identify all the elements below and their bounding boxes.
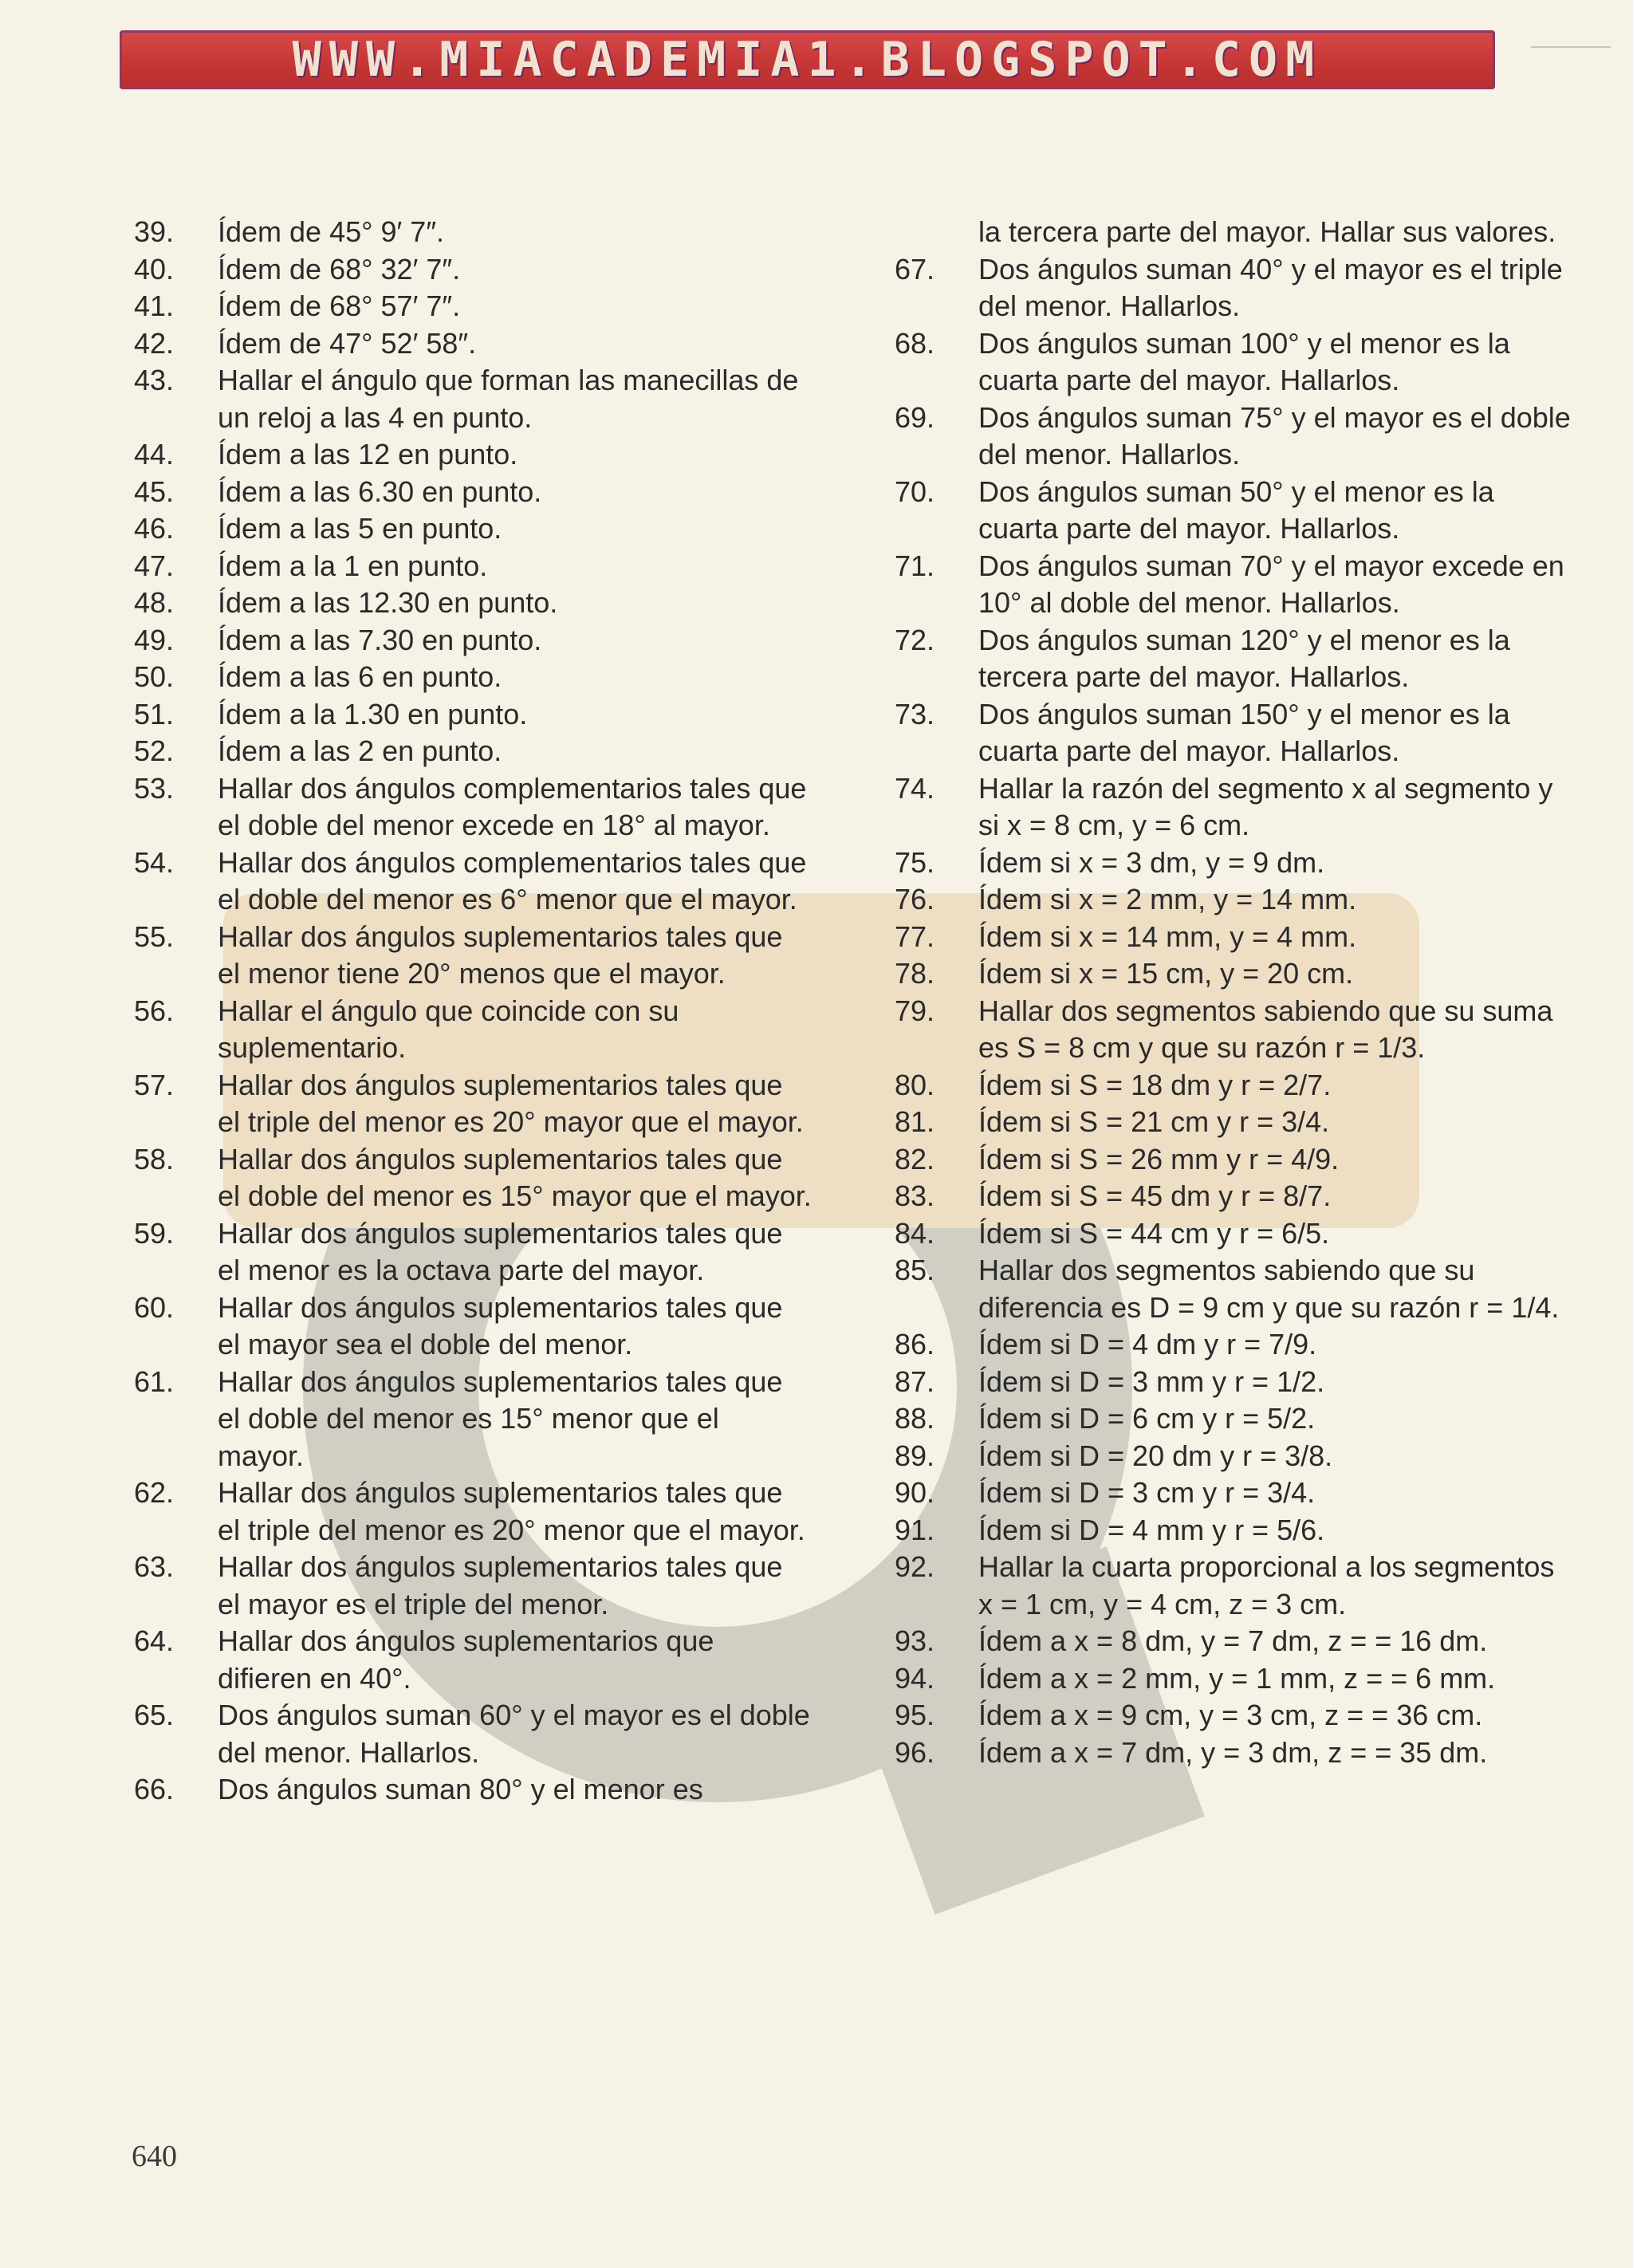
exercise-text: Ídem si S = 26 mm y r = 4/9. [978,1142,1340,1175]
exercise-number: 77. [895,919,935,953]
exercise-item [134,251,812,289]
exercise-text: Hallar dos ángulos suplementarios tales que el mayor sea el doble del menor. [218,1290,783,1360]
exercise-text: Dos ángulos suman 50° y el menor es la cuarta parte del mayor. Hallarlos. [978,474,1494,545]
exercise-text: Hallar dos ángulos suplementarios tales que el doble del menor es 15° menor que el mayor. [218,1364,783,1472]
exercise-text: Dos ángulos suman 60° y el mayor es el doble del menor. Hallarlos. [218,1699,810,1769]
exercise-text: Ídem a las 5 en punto. [218,512,502,545]
exercise-item [134,214,812,251]
exercise-number: 39. [134,215,175,248]
exercise-text: Ídem a las 7.30 en punto. [218,623,542,656]
page-number: 640 [132,2140,177,2173]
exercise-text: Ídem a la 1.30 en punto. [218,697,528,730]
exercise-number: 50. [134,660,175,693]
exercise-item [134,362,812,436]
exercise-item [134,325,812,363]
exercise-number: 69. [895,400,935,434]
exercise-item [895,251,1572,325]
exercise-number: 74. [895,771,935,805]
exercise-item [895,622,1572,696]
exercise-number: 80. [895,1068,935,1101]
exercise-number: 41. [134,289,175,322]
exercise-number: 48. [134,586,175,619]
exercise-text: Hallar el ángulo que forman las manecillas de un reloj a las 4 en punto. [218,364,799,434]
exercise-number: 73. [895,697,935,730]
exercise-number: 67. [895,252,935,285]
exercise-number: 71. [895,549,935,582]
exercise-item [134,845,812,919]
exercise-item [134,770,812,845]
exercise-number: 92. [895,1550,935,1583]
exercise-number: 62. [134,1476,175,1509]
exercise-text: Dos ángulos suman 70° y el mayor excede en 10° al doble del menor. Hallarlos. [978,549,1564,619]
exercise-text: Ídem si x = 2 mm, y = 14 mm. [978,883,1357,915]
exercise-text: Dos ángulos suman 100° y el menor es la cuarta parte del mayor. Hallarlos. [978,326,1510,396]
exercise-item [895,1438,1572,1475]
exercise-number: 40. [134,252,175,285]
exercise-number: 60. [134,1290,175,1324]
exercise-item [134,1364,812,1475]
exercise-text: Ídem si S = 18 dm y r = 2/7. [978,1068,1332,1101]
exercise-number: 70. [895,474,935,508]
exercise-number: 79. [895,994,935,1027]
exercise-item [134,1771,812,1809]
exercise-text: Dos ángulos suman 75° y el mayor es el doble del menor. Hallarlos. [978,400,1571,471]
exercise-item [895,770,1572,845]
exercise-number: 44. [134,438,175,471]
exercise-text: Hallar dos ángulos complementarios tales que el doble del menor excede en 18° al mayor. [218,771,807,841]
exercise-text: Hallar dos ángulos suplementarios tales que el menor es la octava parte del mayor. [218,1216,783,1286]
exercise-text: Ídem a las 6 en punto. [218,660,502,693]
exercise-number: 90. [895,1476,935,1509]
exercise-number: 42. [134,326,175,360]
exercise-number: 59. [134,1216,175,1250]
exercise-item [895,845,1572,882]
exercise-text: Ídem si x = 14 mm, y = 4 mm. [978,919,1357,953]
exercise-item [134,659,812,696]
exercise-text: Hallar dos ángulos suplementarios tales que el menor tiene 20° menos que el mayor. [218,919,783,990]
exercise-item [895,919,1572,956]
exercise-number: 63. [134,1550,175,1583]
exercise-item [134,436,812,474]
exercise-text: Ídem de 45° 9′ 7″. [218,215,445,248]
exercise-number: 85. [895,1254,935,1286]
exercise-number: 78. [895,957,935,990]
exercise-item [134,548,812,585]
exercise-item [134,1475,812,1549]
exercise-text: Ídem a las 6.30 en punto. [218,474,542,508]
exercise-text: Ídem de 47° 52′ 58″. [218,326,477,360]
exercise-text: Ídem de 68° 32′ 7″. [218,252,461,285]
exercise-text: Ídem si D = 20 dm y r = 3/8. [978,1439,1333,1472]
exercise-text: Ídem a x = 7 dm, y = 3 dm, z = = 35 dm. [978,1735,1488,1769]
exercise-text: Ídem si x = 15 cm, y = 20 cm. [978,957,1354,990]
exercise-item [134,1549,812,1623]
exercise-text: Hallar la cuarta proporcional a los segmentos x = 1 cm, y = 4 cm, z = 3 cm. [978,1550,1555,1620]
exercise-item [895,696,1572,770]
exercise-text: Ídem si D = 3 mm y r = 1/2. [978,1364,1325,1398]
exercise-text: Ídem si S = 45 dm y r = 8/7. [978,1179,1332,1212]
exercise-number: 56. [134,994,175,1027]
exercise-item [895,1364,1572,1401]
exercise-item [895,548,1572,622]
exercise-text: Hallar dos ángulos suplementarios tales que el doble del menor es 15° mayor que el mayor. [218,1142,812,1212]
exercise-number: 76. [895,883,935,915]
exercise-text: Ídem si x = 3 dm, y = 9 dm. [978,845,1325,879]
exercise-number: 49. [134,623,175,656]
exercise-item [895,1104,1572,1141]
exercise-item [895,1215,1572,1253]
exercise-text: Ídem a las 12 en punto. [218,438,518,471]
exercise-item [895,1697,1572,1734]
exercise-text: Ídem a las 2 en punto. [218,734,502,767]
exercise-number: 84. [895,1216,935,1250]
exercise-number: 94. [895,1661,935,1695]
exercise-number: 54. [134,845,175,879]
exercise-item [134,696,812,734]
exercise-item [895,1326,1572,1364]
exercise-item [895,1475,1572,1512]
exercise-number: 83. [895,1179,935,1212]
exercise-number: 91. [895,1513,935,1546]
banner-rule [1531,46,1611,48]
exercise-text: Ídem si S = 44 cm y r = 6/5. [978,1216,1330,1250]
exercise-number: 47. [134,549,175,582]
exercise-number: 82. [895,1142,935,1175]
exercise-text: Hallar dos segmentos sabiendo que su suma es S = 8 cm y que su razón r = 1/3. [978,994,1553,1064]
exercise-item [134,733,812,770]
exercise-text: Hallar el ángulo que coincide con su suplementario. [218,994,679,1064]
exercise-number: 66. [134,1773,175,1805]
exercise-column-left [134,214,812,1809]
exercise-text: Ídem si D = 4 dm y r = 7/9. [978,1328,1317,1360]
exercise-text: Ídem a x = 8 dm, y = 7 dm, z = = 16 dm. [978,1624,1488,1657]
exercise-number: 75. [895,845,935,879]
exercise-item [895,1660,1572,1698]
exercise-item [134,1141,812,1215]
exercise-item [895,1734,1572,1772]
exercise-number: 81. [895,1105,935,1138]
exercise-text: Dos ángulos suman 120° y el menor es la tercera parte del mayor. Hallarlos. [978,623,1510,693]
exercise-item [895,993,1572,1067]
exercise-item [895,1400,1572,1438]
exercise-text: Hallar dos ángulos suplementarios tales que el triple del menor es 20° mayor que el mayor. [218,1068,804,1138]
exercise-text: Dos ángulos suman 40° y el mayor es el triple del menor. Hallarlos. [978,252,1563,322]
exercise-item [895,474,1572,548]
exercise-item [895,1252,1572,1326]
exercise-number: 57. [134,1068,175,1101]
exercise-text: Ídem a la 1 en punto. [218,549,488,582]
exercise-item [134,585,812,622]
exercise-number: 43. [134,364,175,396]
exercise-number: 55. [134,919,175,953]
exercise-item [895,1141,1572,1179]
exercise-number: 89. [895,1439,935,1472]
exercise-number: 86. [895,1328,935,1360]
exercise-text: Hallar dos ángulos suplementarios que difieren en 40°. [218,1624,714,1695]
exercise-item [134,288,812,325]
exercise-number: 45. [134,474,175,508]
exercise-text: Ídem si D = 4 mm y r = 5/6. [978,1513,1325,1546]
exercise-number: 58. [134,1142,175,1175]
exercise-number: 88. [895,1402,935,1435]
exercise-number: 53. [134,771,175,805]
exercise-item [895,1067,1572,1104]
exercise-text: Hallar dos ángulos suplementarios tales que el triple del menor es 20° menor que el mayor. [218,1476,805,1546]
exercise-item [134,1067,812,1141]
exercise-item [895,955,1572,993]
exercise-item [134,1623,812,1697]
exercise-number: 61. [134,1364,175,1398]
exercise-item [895,881,1572,919]
exercise-text: Ídem a x = 9 cm, y = 3 cm, z = = 36 cm. [978,1699,1483,1731]
exercise-number: 65. [134,1699,175,1731]
exercise-text: Dos ángulos suman 80° y el menor es [218,1773,703,1805]
exercise-number: 52. [134,734,175,767]
exercise-item [134,993,812,1067]
exercise-text: Dos ángulos suman 150° y el menor es la cuarta parte del mayor. Hallarlos. [978,697,1510,767]
exercise-number: 96. [895,1735,935,1769]
exercise-text: Ídem de 68° 57′ 7″. [218,289,461,322]
exercise-item [895,325,1572,400]
site-banner [120,30,1495,89]
exercise-number: 95. [895,1699,935,1731]
exercise-text: Hallar la razón del segmento x al segmento y si x = 8 cm, y = 6 cm. [978,771,1553,841]
exercise-item [134,1215,812,1290]
exercise-text: Ídem a x = 2 mm, y = 1 mm, z = = 6 mm. [978,1661,1496,1695]
exercise-text: Hallar dos segmentos sabiendo que su diferencia es D = 9 cm y que su razón r = 1/4. [978,1254,1560,1324]
exercise-text: Ídem si D = 3 cm y r = 3/4. [978,1476,1316,1509]
exercise-item [134,1290,812,1364]
exercise-item [134,622,812,660]
exercise-number: 72. [895,623,935,656]
exercise-text: Hallar dos ángulos complementarios tales que el doble del menor es 6° menor que el mayor. [218,845,807,915]
continued-exercise-text: la tercera parte del mayor. Hallar sus valores. [978,215,1556,248]
exercise-item [895,1549,1572,1623]
exercise-item [895,400,1572,474]
exercise-number: 64. [134,1624,175,1657]
exercise-item [134,510,812,548]
exercise-item [134,1697,812,1771]
exercise-text: Ídem si D = 6 cm y r = 5/2. [978,1402,1316,1435]
exercise-text: Ídem si S = 21 cm y r = 3/4. [978,1105,1330,1138]
exercise-number: 46. [134,512,175,545]
exercise-item [895,1178,1572,1215]
exercise-text: Ídem a las 12.30 en punto. [218,586,558,619]
exercise-item [895,1512,1572,1549]
exercise-number: 87. [895,1364,935,1398]
exercise-item [134,474,812,511]
site-banner-text: WWW.MIACADEMIA1.BLOGSPOT.COM [292,32,1323,88]
exercise-item [895,1623,1572,1660]
exercise-number: 51. [134,697,175,730]
exercise-item [134,919,812,993]
exercise-number: 93. [895,1624,935,1657]
exercise-number: 68. [895,326,935,360]
exercise-text: Hallar dos ángulos suplementarios tales que el mayor es el triple del menor. [218,1550,783,1620]
exercise-column-right [895,214,1572,1771]
